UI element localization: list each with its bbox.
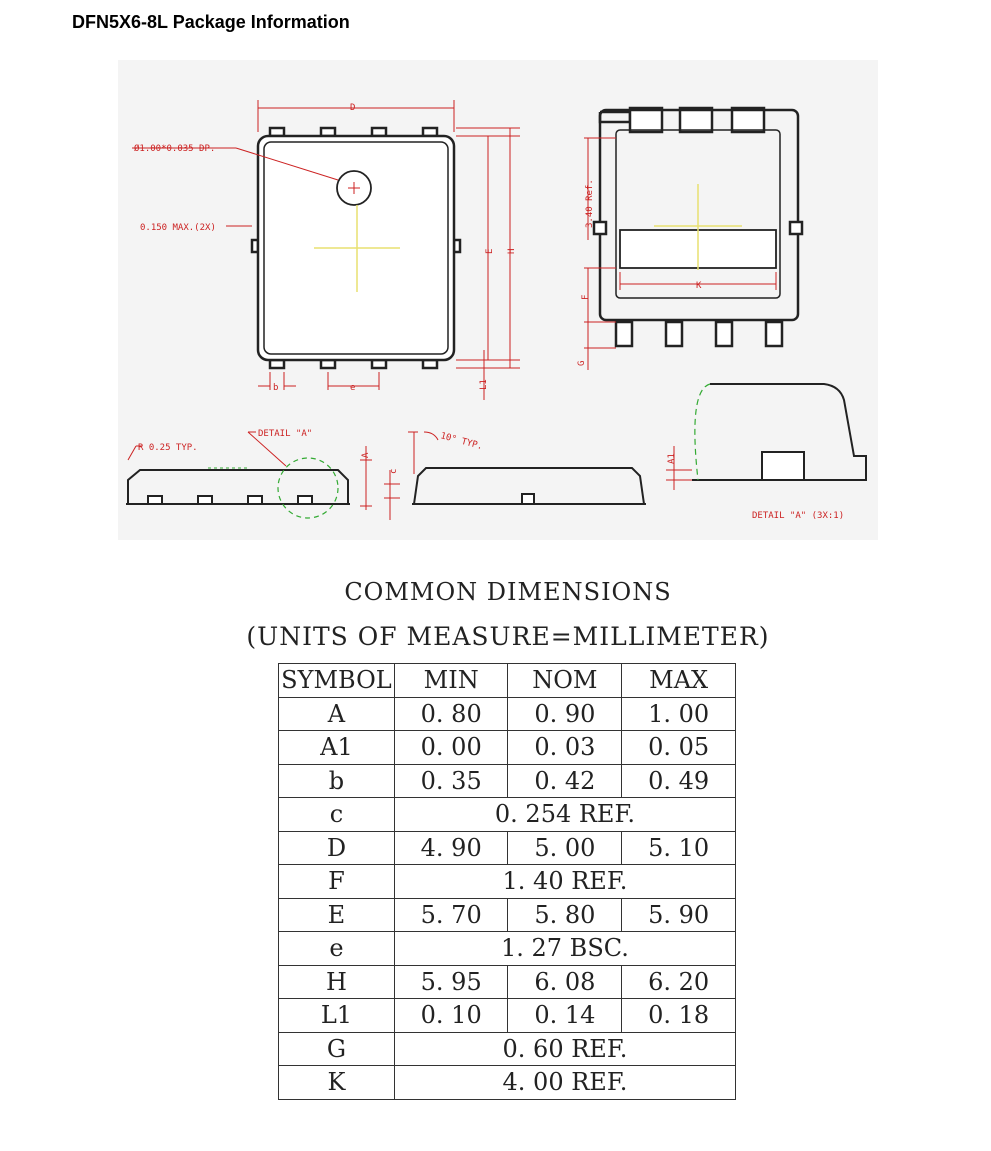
package-drawing [118,60,878,540]
dimensions-heading: COMMON DIMENSIONS [344,578,672,606]
row-ref: 1. 27 BSC. [394,932,735,966]
row-min: 4. 90 [394,831,508,865]
table-row [279,731,736,765]
label-c: c [389,468,399,474]
row-max: 6. 20 [622,965,736,999]
row-ref: 0. 254 REF. [394,798,735,832]
header-symbol: SYMBOL [279,664,395,698]
header-max: MAX [622,664,736,698]
table-row [279,999,736,1033]
table-row [279,898,736,932]
label-b: b [273,383,279,393]
label-L1: L1 [479,379,489,390]
row-nom: 5. 80 [508,898,622,932]
table-row [279,798,736,832]
row-max: 5. 90 [622,898,736,932]
table-row [279,1032,736,1066]
row-max: 1. 00 [622,697,736,731]
row-max: 0. 49 [622,764,736,798]
table-row [279,965,736,999]
row-min: 0. 10 [394,999,508,1033]
row-symbol: H [279,965,395,999]
row-symbol: K [279,1066,395,1100]
header-nom: NOM [508,664,622,698]
row-ref: 4. 00 REF. [394,1066,735,1100]
row-min: 5. 95 [394,965,508,999]
header-min: MIN [394,664,508,698]
table-row [279,831,736,865]
label-F: F [581,294,591,300]
side-view-front [126,470,350,504]
detail-a-view [692,384,866,480]
label-H: H [507,248,517,254]
table-row [279,697,736,731]
row-min: 0. 35 [394,764,508,798]
row-symbol: L1 [279,999,395,1033]
dimensions-table [278,663,736,1100]
row-ref: 1. 40 REF. [394,865,735,899]
table-row [279,932,736,966]
dimensions-units: (UNITS OF MEASURE=MILLIMETER) [246,622,770,651]
label-flash: 0.150 MAX.(2X) [140,223,216,233]
label-detail-scale: DETAIL "A" (3X:1) [752,511,845,521]
row-min: 0. 00 [394,731,508,765]
row-symbol: c [279,798,395,832]
label-A: A [361,452,371,458]
row-symbol: A [279,697,395,731]
row-symbol: e [279,932,395,966]
row-symbol: A1 [279,731,395,765]
row-max: 0. 18 [622,999,736,1033]
table-header-row [279,664,736,698]
label-K: K [696,281,702,291]
row-nom: 5. 00 [508,831,622,865]
table-row [279,865,736,899]
label-e: e [350,383,356,393]
row-symbol: F [279,865,395,899]
package-drawing-svg [118,60,878,540]
page-title: DFN5X6-8L Package Information [72,12,350,32]
row-min: 0. 80 [394,697,508,731]
row-symbol: D [279,831,395,865]
table-row [279,764,736,798]
row-ref: 0. 60 REF. [394,1032,735,1066]
row-symbol: G [279,1032,395,1066]
row-nom: 0. 42 [508,764,622,798]
label-A1: A1 [667,453,677,464]
row-symbol: E [279,898,395,932]
row-max: 5. 10 [622,831,736,865]
row-nom: 0. 90 [508,697,622,731]
label-ref340: 3.40 Ref. [585,179,595,228]
row-max: 0. 05 [622,731,736,765]
row-nom: 0. 03 [508,731,622,765]
side-view-side [412,468,646,504]
label-D: D [350,103,356,113]
row-min: 5. 70 [394,898,508,932]
label-G: G [577,360,587,366]
row-nom: 6. 08 [508,965,622,999]
row-nom: 0. 14 [508,999,622,1033]
table-row [279,1066,736,1100]
label-E: E [485,248,495,254]
row-symbol: b [279,764,395,798]
label-hole: Ø1.00*0.035 DP. [134,144,216,154]
label-radius: R 0.25 TYP. [138,443,198,453]
label-angle: 10° TYP. [439,431,484,453]
label-detail: DETAIL "A" [258,429,313,439]
